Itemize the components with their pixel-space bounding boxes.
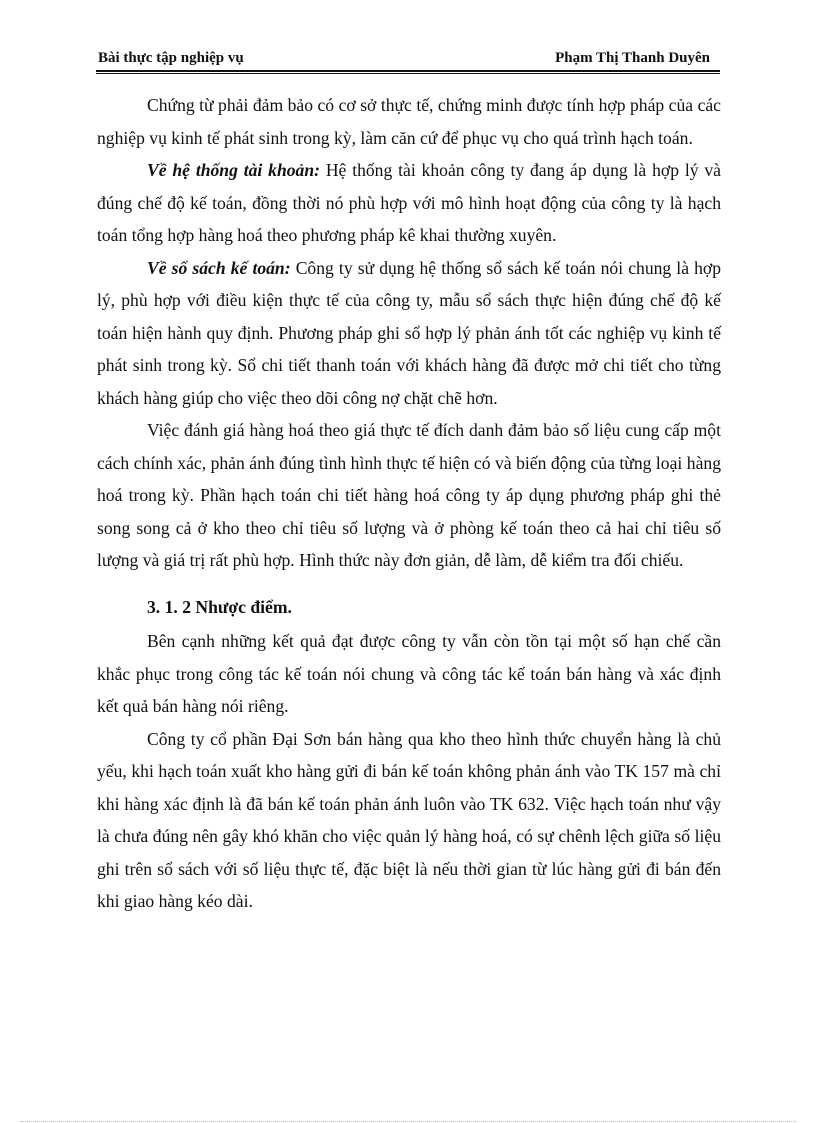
lead-accounts: Về hệ thống tài khoản:	[147, 160, 320, 180]
header-author: Phạm Thị Thanh Duyên	[555, 50, 710, 66]
header-rule-thin	[96, 73, 720, 74]
paragraph-documents: Chứng từ phải đảm bảo có cơ sở thực tế, chứng minh được tính hợp pháp của các nghiệp vụ kinh tế phát sinh trong kỳ, làm căn cứ để phục vụ cho quá trình hạch toán.	[97, 95, 721, 148]
paragraph-books: Về sổ sách kế toán: Công ty sử dụng hệ thống sổ sách kế toán nói chung là hợp lý, phù hợp với điều kiện thực tế của công ty, mẫu sổ sách thực hiện đúng chế độ kế toán hiện hành quy định. Phương pháp ghi sổ hợp lý phản ánh tốt các nghiệp vụ kinh tế phát sinh trong kỳ. Sổ chi tiết thanh toán với khách hàng đã được mở chi tiết cho từng khách hàng giúp cho việc theo dõi công nợ chặt chẽ hơn.	[97, 257, 722, 408]
page-body	[97, 89, 721, 918]
paragraph-limitations: Bên cạnh những kết quả đạt được công ty vẫn còn tồn tại một số hạn chế cần khắc phục trong công tác kế toán nói chung và công tác kế toán bán hàng và xác định kết quả bán hàng nói riêng.	[97, 631, 721, 716]
header-title: Bài thực tập nghiệp vụ	[98, 50, 244, 66]
footer-dotted-rule	[20, 1121, 796, 1122]
page-header	[96, 48, 720, 70]
paragraph-valuation: Việc đánh giá hàng hoá theo giá thực tế đích danh đảm bảo số liệu cung cấp một cách chính xác, phản ánh đúng tình hình thực tế hiện có và biến động của từng loại hàng hoá trong kỳ. Phần hạch toán chi tiết hàng hoá công ty áp dụng phương pháp ghi thẻ song song cả ở kho theo chỉ tiêu số lượng và ở phòng kế toán theo cả hai chỉ tiêu số lượng và giá trị rất phù hợp. Hình thức này đơn giản, dễ làm, dễ kiểm tra đối chiếu.	[97, 420, 721, 570]
paragraph-accounts: Về hệ thống tài khoản: Hệ thống tài khoản công ty đang áp dụng là hợp lý và đúng chế độ kế toán, đồng thời nó phù hợp với mô hình hoạt động của công ty là hạch toán tổng hợp hàng hoá theo phương pháp kê khai thường xuyên.	[97, 160, 721, 245]
paragraph-shipping: Công ty cổ phần Đại Sơn bán hàng qua kho theo hình thức chuyển hàng là chủ yếu, khi hạch toán xuất kho hàng gửi đi bán kế toán không phản ánh vào TK 157 mà chỉ khi hàng xác định là đã bán kế toán phản ánh luôn vào TK 632. Việc hạch toán như vậy là chưa đúng nên gây khó khăn cho việc quản lý hàng hoá, có sự chênh lệch giữa số liệu ghi trên sổ sách với số liệu thực tế, đặc biệt là nếu thời gian từ lúc hàng gửi đi bán đến khi giao hàng kéo dài.	[97, 728, 721, 911]
lead-books: Về sổ sách kế toán:	[147, 257, 291, 278]
section-heading: 3. 1. 2 Nhược điểm.	[147, 596, 292, 617]
header-rule	[96, 70, 720, 72]
